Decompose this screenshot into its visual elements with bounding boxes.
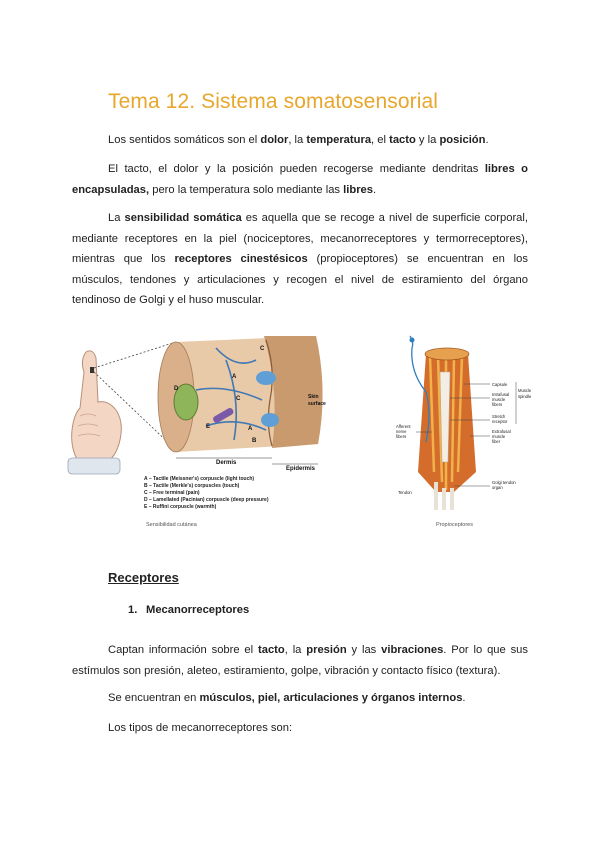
legend-item: B – Tactile (Merkle's) corpuscles (touch) (144, 483, 240, 489)
text-run: y la (415, 134, 440, 146)
label-d: D (174, 386, 179, 392)
text-run: . Por lo que sus estímulos son presión, aleteo, estiramiento, golpe, vibración y contacto físico (textura). (72, 644, 528, 677)
label-tendon: Tendon (398, 490, 412, 495)
label-skin-surface-2: surface (308, 401, 326, 407)
legend-item: A – Tactile (Meissner's) corpuscle (light touch) (144, 476, 255, 482)
label-muscle-spindle-2: spindle (518, 394, 532, 399)
label-extrafusal-3: fiber (492, 439, 501, 444)
subsection-title (128, 604, 249, 616)
label-intrafusal-2: muscle (492, 397, 506, 402)
text-run: . (462, 692, 466, 704)
text-run: El tacto, el dolor y la posición pueden recogerse mediante dendritas (108, 163, 485, 175)
skin-receptors-legend (144, 476, 269, 510)
skin-tissue-cylinder (158, 336, 323, 452)
page-title: Tema 12. Sistema somatosensorial (108, 90, 439, 113)
text-run: La (108, 212, 125, 224)
bold-term: vibraciones (381, 644, 444, 656)
proprioceptors-figure (396, 332, 532, 512)
text-run: , el (371, 134, 390, 146)
label-c: C (236, 396, 241, 402)
text-run: y las (346, 644, 382, 656)
label-epidermis: Epidermis (286, 466, 316, 472)
paragraph-types (72, 718, 528, 739)
label-afferent-2: nerve (396, 429, 407, 434)
label-e: E (206, 424, 211, 430)
subsection-number: 1. (128, 604, 138, 616)
caption-proprioceptors: Propioceptores (436, 522, 473, 528)
text-run: Captan información sobre el (108, 644, 258, 656)
label-stretch: Stretch (492, 414, 506, 419)
label-skin-surface: Skin (308, 394, 319, 400)
label-a: A (232, 374, 237, 380)
text-run: (propioceptores) se encuentran en los músculos, tendones y articulaciones y recogen el nivel de estiramiento del órgano tendinoso de Golgi y el huso muscular. (72, 253, 528, 306)
text-run: es aquella que se recoge a nivel de superficie corporal, mediante receptores en la piel (nociceptores, mecanorreceptores y termorreceptores), mientras que los (72, 212, 528, 265)
text-run: . (485, 134, 489, 146)
label-dermis: Dermis (216, 460, 237, 466)
finger-illustration (68, 351, 121, 474)
label-extrafusal: Extrafusal (492, 429, 511, 434)
bold-term: sensibilidad somática (124, 212, 242, 224)
bold-term: tacto (258, 644, 285, 656)
bold-term: receptores cinestésicos (174, 253, 308, 265)
text-run: pero la temperatura solo mediante las (149, 183, 344, 196)
text-run: . (373, 183, 377, 196)
label-capsule: Capsule (492, 382, 508, 387)
bold-term: músculos, piel, articulaciones y órganos internos (199, 692, 463, 704)
label-extrafusal-2: muscle (492, 434, 506, 439)
bold-term: dolor (260, 134, 289, 146)
paragraph-dendrites (72, 159, 528, 200)
caption-skin: Sensibilidad cutánea (146, 522, 197, 528)
label-intrafusal: Intrafusal (492, 392, 510, 397)
text-run: Se encuentran en (108, 692, 200, 704)
label-b: B (252, 438, 257, 444)
bold-term: libres (343, 183, 373, 196)
bold-term: posición (439, 134, 486, 146)
text-run: Los tipos de mecanorreceptores son: (108, 722, 293, 734)
text-run: , la (288, 134, 307, 146)
label-muscle-spindle: Muscle (518, 388, 532, 393)
text-run: , la (284, 644, 307, 656)
legend-item: E – Ruffini corpuscle (warmth) (144, 504, 217, 510)
paragraph-locations (72, 688, 528, 709)
legend-item: C – Free terminal (pain) (144, 490, 200, 496)
skin-receptors-figure (66, 330, 336, 518)
label-golgi: Golgi tendon (492, 480, 516, 485)
paragraph-somatic-senses (72, 130, 528, 151)
legend-item: D – Lamellated (Pacinian) corpuscle (deep pressure) (144, 497, 269, 503)
label-intrafusal-3: fibers (492, 402, 503, 407)
bold-term: presión (306, 644, 347, 656)
bold-term: temperatura (306, 134, 372, 146)
subsection-label: Mecanorreceptores (146, 604, 250, 616)
label-golgi-2: organ (492, 485, 503, 490)
paragraph-somatic-sensitivity (72, 208, 528, 311)
bold-term: libres o encapsuladas, (72, 163, 528, 196)
text-run: Los sentidos somáticos son el (108, 134, 261, 146)
label-a-2: A (248, 426, 253, 432)
bold-term: tacto (389, 134, 416, 146)
label-afferent-3: fibers (396, 434, 407, 439)
label-stretch-2: receptor (492, 419, 508, 424)
label-afferent: Afferent (396, 424, 411, 429)
muscle-bundle-illustration (410, 336, 477, 510)
paragraph-mechanoreceptors (72, 640, 528, 681)
section-title: Receptores (108, 570, 179, 585)
label-c-2: C (260, 346, 265, 352)
